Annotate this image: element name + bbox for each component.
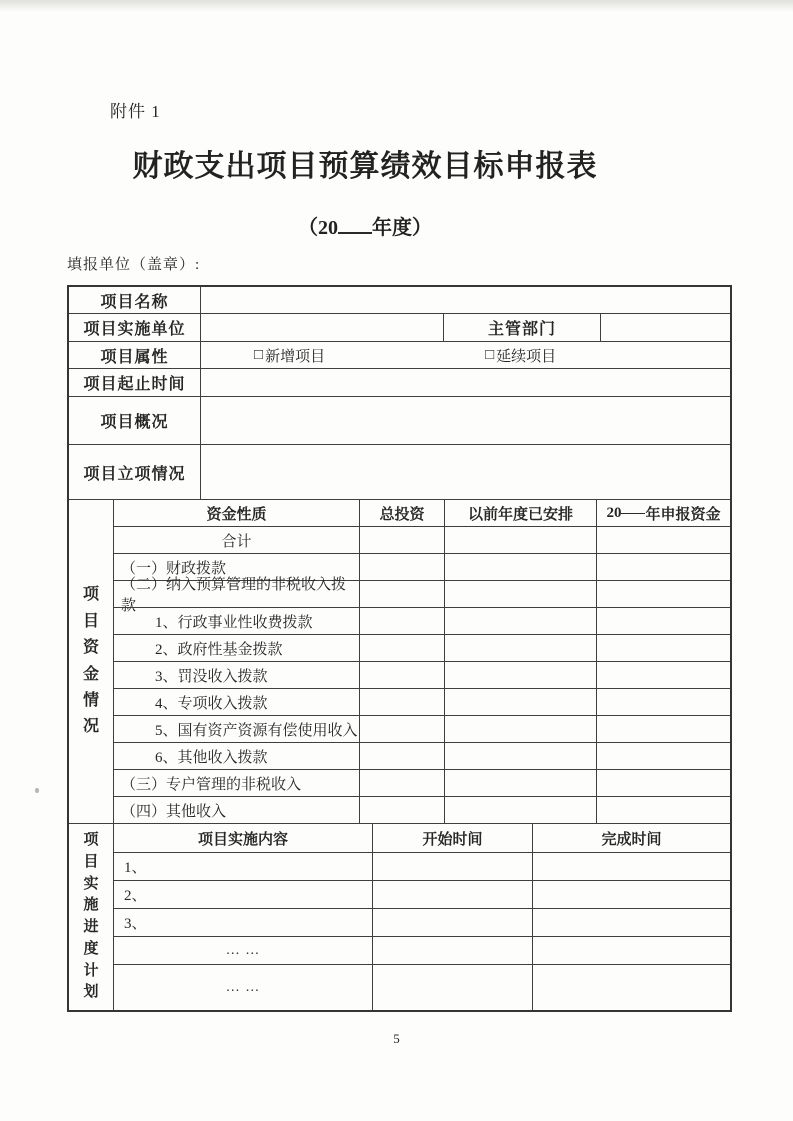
project-name-label: 项目名称 bbox=[69, 287, 201, 313]
col-declared-funds-suffix: 年申报资金 bbox=[645, 506, 721, 523]
funding-cell bbox=[445, 581, 597, 607]
schedule-section bbox=[69, 823, 730, 1010]
col-declared-funds-blank bbox=[621, 512, 645, 514]
funding-cell bbox=[445, 797, 597, 823]
schedule-cell bbox=[533, 881, 730, 908]
funding-row-label: 合计 bbox=[114, 527, 360, 553]
attribute-options-cell bbox=[201, 342, 730, 368]
funding-header-row bbox=[114, 500, 730, 526]
funding-cell bbox=[597, 662, 730, 688]
funding-cell bbox=[445, 554, 597, 580]
funding-row-special bbox=[114, 688, 730, 715]
attribute-label: 项目属性 bbox=[69, 342, 201, 368]
attachment-label: 附件 1 bbox=[110, 102, 161, 121]
funding-row-nontax bbox=[114, 577, 730, 614]
scan-artifact-dot bbox=[35, 788, 39, 793]
schedule-cell bbox=[533, 937, 730, 964]
col-finish-time: 完成时间 bbox=[601, 831, 662, 848]
funding-cell bbox=[597, 527, 730, 553]
scan-artifact-top bbox=[0, 0, 793, 12]
approval-row bbox=[69, 444, 730, 499]
schedule-row-1 bbox=[114, 852, 730, 880]
funding-cell bbox=[360, 797, 445, 823]
funding-cell bbox=[360, 770, 445, 796]
schedule-row-label: 2、 bbox=[114, 881, 373, 908]
funding-row-label: 6、其他收入拨款 bbox=[114, 743, 360, 769]
funding-cell bbox=[445, 770, 597, 796]
funding-row-penalty bbox=[114, 661, 730, 688]
overview-row bbox=[69, 396, 730, 444]
funding-cell bbox=[360, 716, 445, 742]
funding-row-label: （一）财政拨款 bbox=[114, 554, 360, 580]
funding-cell bbox=[597, 743, 730, 769]
schedule-row-label: 3、 bbox=[114, 909, 373, 936]
funding-cell bbox=[360, 554, 445, 580]
year-prefix: （20 bbox=[298, 217, 338, 239]
col-total-investment: 总投资 bbox=[360, 500, 445, 526]
dept-value-cell bbox=[601, 314, 730, 341]
funding-cell bbox=[597, 797, 730, 823]
funding-vertical-label-cell bbox=[69, 500, 114, 823]
schedule-row-dots-2 bbox=[114, 964, 730, 1010]
schedule-header-row bbox=[114, 824, 730, 852]
year-line bbox=[0, 211, 730, 240]
checkbox-icon: □ bbox=[485, 346, 495, 363]
duration-row bbox=[69, 368, 730, 396]
funding-row-label: 1、行政事业性收费拨款 bbox=[114, 608, 360, 634]
funding-cell bbox=[360, 662, 445, 688]
funding-row-label: （二）纳入预算管理的非税收入拨款 bbox=[114, 581, 360, 607]
funding-cell bbox=[445, 716, 597, 742]
funding-cell bbox=[445, 662, 597, 688]
option-continuing-project bbox=[485, 345, 556, 366]
funding-cell bbox=[597, 608, 730, 634]
funding-cell bbox=[597, 716, 730, 742]
funding-cell bbox=[360, 527, 445, 553]
schedule-row-label: … … bbox=[114, 965, 373, 1010]
schedule-cell bbox=[533, 853, 730, 880]
funding-row-label: 5、国有资产资源有偿使用收入 bbox=[114, 716, 360, 742]
schedule-rows bbox=[114, 824, 730, 1010]
schedule-cell bbox=[373, 853, 533, 880]
year-blank-underline bbox=[338, 232, 372, 234]
option-continuing-project-label: 延续项目 bbox=[496, 348, 557, 365]
col-prior-years: 以前年度已安排 bbox=[445, 500, 597, 526]
funding-cell bbox=[597, 770, 730, 796]
funding-cell bbox=[597, 635, 730, 661]
funding-cell bbox=[597, 689, 730, 715]
funding-cell bbox=[597, 581, 730, 607]
funding-row-special-account bbox=[114, 769, 730, 796]
unit-seal-label: 填报单位（盖章）: bbox=[67, 257, 201, 273]
funding-row-label: 3、罚没收入拨款 bbox=[114, 662, 360, 688]
schedule-cell bbox=[373, 937, 533, 964]
funding-row-state-assets bbox=[114, 715, 730, 742]
funding-cell bbox=[445, 689, 597, 715]
schedule-vertical-label: 项目实施进度计划 bbox=[83, 832, 99, 1001]
funding-rows bbox=[114, 500, 730, 823]
page-number: 5 bbox=[393, 1031, 400, 1046]
attribute-row bbox=[69, 341, 730, 368]
col-fund-nature: 资金性质 bbox=[114, 500, 360, 526]
overview-value-cell bbox=[201, 397, 730, 444]
funding-cell bbox=[360, 635, 445, 661]
funding-row-label: （三）专户管理的非税收入 bbox=[114, 770, 360, 796]
schedule-row-label: … … bbox=[114, 937, 373, 964]
funding-cell bbox=[445, 527, 597, 553]
funding-row-other-income bbox=[114, 796, 730, 823]
checkbox-icon: □ bbox=[254, 346, 264, 363]
funding-row-other-grant bbox=[114, 742, 730, 769]
funding-row-total bbox=[114, 526, 730, 553]
project-name-row bbox=[69, 287, 730, 313]
dept-label: 主管部门 bbox=[444, 314, 601, 341]
schedule-row-label: 1、 bbox=[114, 853, 373, 880]
basic-info-section bbox=[69, 287, 730, 499]
schedule-row-dots-1 bbox=[114, 936, 730, 964]
funding-cell bbox=[597, 554, 730, 580]
funding-cell bbox=[360, 581, 445, 607]
overview-label: 项目概况 bbox=[69, 397, 201, 444]
approval-value-cell bbox=[201, 445, 730, 499]
implement-unit-label: 项目实施单位 bbox=[69, 314, 201, 341]
funding-vertical-label: 项目资金情况 bbox=[82, 586, 99, 736]
schedule-cell bbox=[533, 909, 730, 936]
implement-unit-value-cell bbox=[201, 314, 444, 341]
schedule-cell bbox=[373, 881, 533, 908]
col-start-time: 开始时间 bbox=[373, 824, 533, 852]
duration-value-cell bbox=[201, 369, 730, 396]
schedule-row-2 bbox=[114, 880, 730, 908]
funding-row-admin-fee bbox=[114, 607, 730, 634]
col-declared-funds bbox=[597, 500, 730, 526]
approval-label: 项目立项情况 bbox=[69, 445, 201, 499]
schedule-cell bbox=[373, 909, 533, 936]
funding-row-gov-fund bbox=[114, 634, 730, 661]
option-new-project-label: 新增项目 bbox=[265, 348, 326, 365]
schedule-row-3 bbox=[114, 908, 730, 936]
funding-row-label: （四）其他收入 bbox=[114, 797, 360, 823]
duration-label: 项目起止时间 bbox=[69, 369, 201, 396]
funding-cell bbox=[445, 635, 597, 661]
funding-row-label: 2、政府性基金拨款 bbox=[114, 635, 360, 661]
funding-section bbox=[69, 499, 730, 823]
option-new-project bbox=[254, 345, 325, 366]
implement-unit-row bbox=[69, 313, 730, 341]
page-title: 财政支出项目预算绩效目标申报表 bbox=[132, 150, 598, 183]
year-suffix: 年度） bbox=[372, 217, 432, 239]
funding-cell bbox=[445, 743, 597, 769]
col-declared-funds-prefix: 20 bbox=[606, 504, 622, 521]
declaration-form-table bbox=[67, 285, 732, 1012]
schedule-cell bbox=[533, 965, 730, 1010]
project-name-value-cell bbox=[201, 287, 730, 313]
schedule-cell bbox=[373, 965, 533, 1010]
funding-cell bbox=[360, 743, 445, 769]
funding-cell bbox=[360, 689, 445, 715]
funding-row-label: 4、专项收入拨款 bbox=[114, 689, 360, 715]
funding-cell bbox=[360, 608, 445, 634]
schedule-vertical-label-cell bbox=[69, 824, 114, 1010]
funding-cell bbox=[445, 608, 597, 634]
col-implementation-content: 项目实施内容 bbox=[114, 824, 373, 852]
